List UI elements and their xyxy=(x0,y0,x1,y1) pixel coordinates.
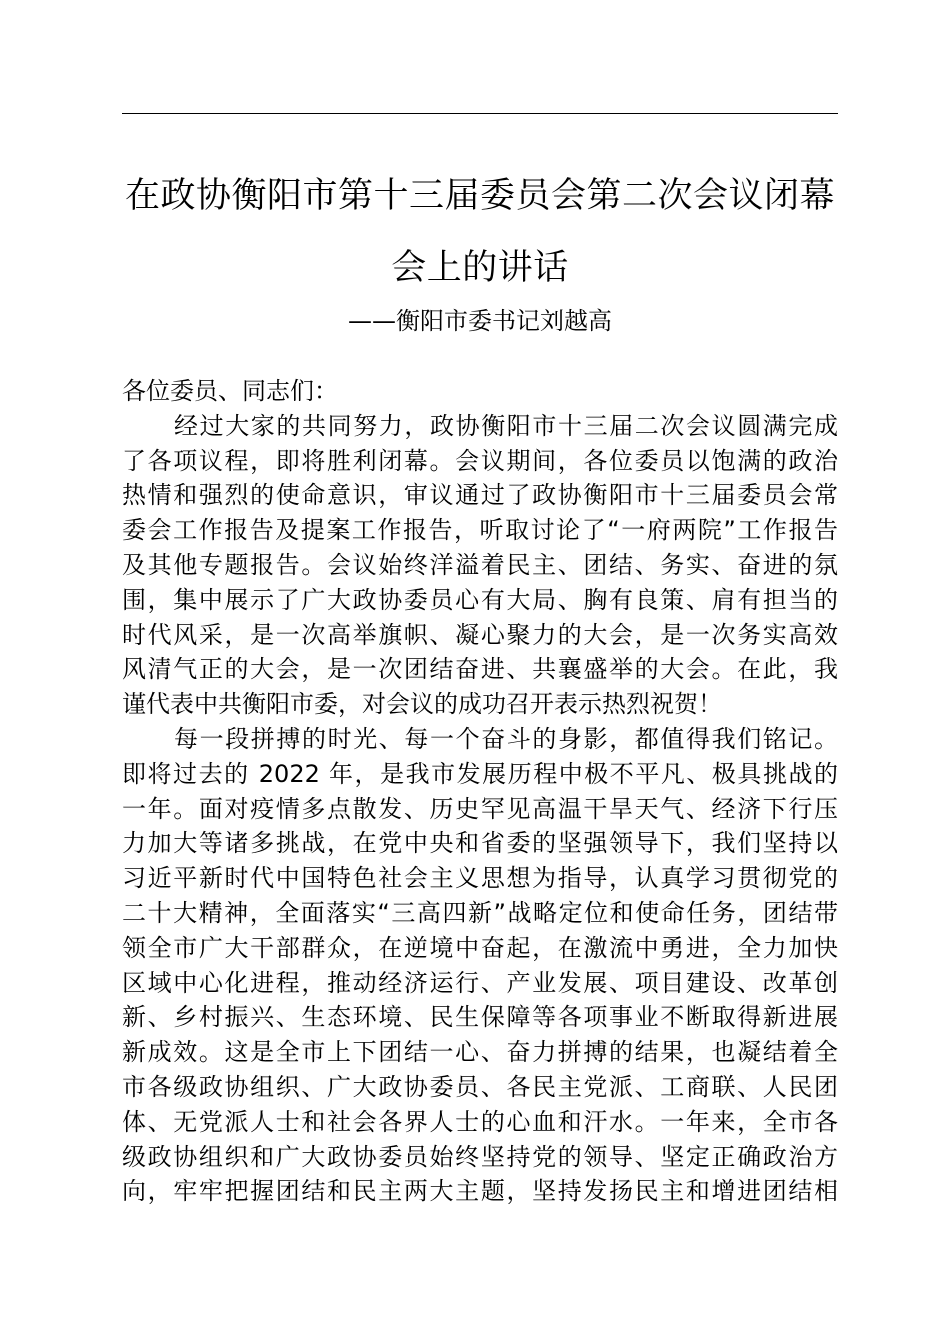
paragraph-1-line: 热情和强烈的使命意识，审议通过了政协衡阳市十三届委员会常 xyxy=(122,481,838,510)
document-title-line-2: 会上的讲话 xyxy=(391,248,569,288)
paragraph-2-line: 级政协组织和广大政协委员始终坚持党的领导、坚定正确政治方 xyxy=(122,1142,838,1171)
header-rule xyxy=(122,113,838,114)
paragraph-1-line: 时代风采，是一次高举旗帜、凝心聚力的大会，是一次务实高效 xyxy=(122,620,838,649)
paragraph-2-line: 向，牢牢把握团结和民主两大主题，坚持发扬民主和增进团结相 xyxy=(122,1177,838,1206)
paragraph-1-line: 委会工作报告及提案工作报告，听取讨论了“一府两院”工作报告 xyxy=(122,516,838,545)
paragraph-2-line: 每一段拼搏的时光、每一个奋斗的身影，都值得我们铭记。 xyxy=(174,724,838,753)
salutation: 各位委员、同志们： xyxy=(122,377,338,405)
paragraph-2-line: 二十大精神，全面落实“三高四新”战略定位和使命任务，团结带 xyxy=(122,898,838,927)
paragraph-2-line: 即将过去的 2022 年，是我市发展历程中极不平凡、极具挑战的 xyxy=(122,759,838,788)
paragraph-2-line: 市各级政协组织、广大政协委员、各民主党派、工商联、人民团 xyxy=(122,1072,838,1101)
paragraph-1-line: 围，集中展示了广大政协委员心有大局、胸有良策、肩有担当的 xyxy=(122,585,838,614)
paragraph-1-line: 谨代表中共衡阳市委，对会议的成功召开表示热烈祝贺！ xyxy=(122,690,722,719)
document-body xyxy=(122,374,838,1209)
document-byline: ——衡阳市委书记刘越高 xyxy=(348,307,612,335)
paragraph-2-line: 体、无党派人士和社会各界人士的心血和汗水。一年来，全市各 xyxy=(122,1107,838,1136)
paragraph-1-line: 了各项议程，即将胜利闭幕。会议期间，各位委员以饱满的政治 xyxy=(122,446,838,475)
paragraph-2-line: 一年。面对疫情多点散发、历史罕见高温干旱天气、经济下行压 xyxy=(122,794,838,823)
paragraph-1-line: 风清气正的大会，是一次团结奋进、共襄盛举的大会。在此，我 xyxy=(122,655,838,684)
paragraph-2-line: 新、乡村振兴、生态环境、民生保障等各项事业不断取得新进展 xyxy=(122,1003,838,1032)
paragraph-2-line: 区域中心化进程，推动经济运行、产业发展、项目建设、改革创 xyxy=(122,968,838,997)
paragraph-2-line: 领全市广大干部群众，在逆境中奋起，在激流中勇进，全力加快 xyxy=(122,933,838,962)
document-title-line-1: 在政协衡阳市第十三届委员会第二次会议闭幕 xyxy=(124,176,835,216)
paragraph-2-line: 力加大等诸多挑战，在党中央和省委的坚强领导下，我们坚持以 xyxy=(122,829,838,858)
paragraph-1-line: 及其他专题报告。会议始终洋溢着民主、团结、务实、奋进的氛 xyxy=(122,550,838,579)
paragraph-1-line: 经过大家的共同努力，政协衡阳市十三届二次会议圆满完成 xyxy=(174,411,838,440)
paragraph-2-line: 习近平新时代中国特色社会主义思想为指导，认真学习贯彻党的 xyxy=(122,864,838,893)
paragraph-2-line: 新成效。这是全市上下团结一心、奋力拼搏的结果，也凝结着全 xyxy=(122,1038,838,1067)
